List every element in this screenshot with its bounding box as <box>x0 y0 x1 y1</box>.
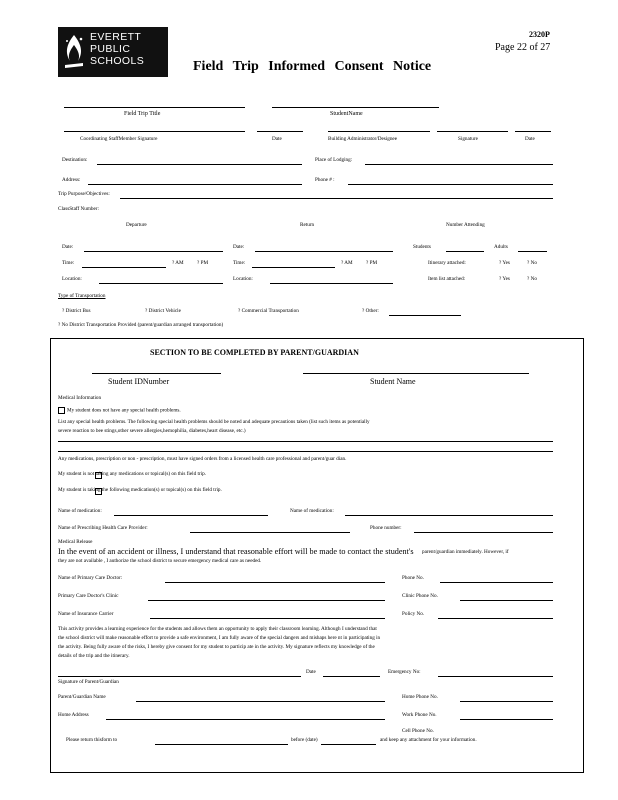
address-label: Address: <box>62 177 81 183</box>
class-staff-label: ClassStaff Number: <box>58 206 99 212</box>
return-location-field[interactable] <box>270 283 393 284</box>
number-attending-heading: Number Attending <box>446 222 485 228</box>
return-keep-text: and keep any attachment for your information. <box>380 737 477 743</box>
taking-checkbox-icon[interactable] <box>95 488 102 495</box>
medication-name-label: Name of medication: <box>58 508 102 514</box>
insurance-carrier-label: Name of Insurance Carrier <box>58 611 114 617</box>
home-phone-field[interactable] <box>460 701 553 702</box>
transportation-heading: Type of Transportation <box>58 293 106 299</box>
item-list-attached-label: Item list attached: <box>428 276 466 282</box>
policy-number-field[interactable] <box>438 618 553 619</box>
document-title: Field Trip Informed Consent Notice <box>193 59 432 74</box>
phone-label: Phone # : <box>315 177 335 183</box>
departure-pm-option[interactable]: ? PM <box>197 260 209 266</box>
lodging-label: Place of Lodging: <box>315 157 353 163</box>
not-taking-checkbox-icon[interactable] <box>95 472 102 479</box>
logo-line: SCHOOLS <box>90 55 145 67</box>
home-address-label: Home Address <box>58 712 89 718</box>
commercial-transportation-option[interactable]: ? Commercial Transportation <box>238 308 299 314</box>
parent-signature-line[interactable] <box>58 676 301 677</box>
activity-consent-text: the school district will make reasonable effort to provide a safe environment, I am fully aware of the special dangers and mishaps here nt in participating in <box>58 635 381 641</box>
return-pm-option[interactable]: ? PM <box>366 260 378 266</box>
address-field[interactable] <box>88 184 302 185</box>
logo-line: EVERETT <box>90 31 142 43</box>
student-name-label: StudentName <box>330 111 363 117</box>
destination-field[interactable] <box>97 164 302 165</box>
student-id-label: Student IDNumber <box>108 377 170 386</box>
page-number: Page 22 of 27 <box>495 42 551 53</box>
home-address-field[interactable] <box>106 719 385 720</box>
medication-name-field[interactable] <box>345 515 553 516</box>
purpose-label: Trip Purpose/Objectives: <box>58 191 110 197</box>
administrator-label: Building Administrator/Designee <box>328 136 398 142</box>
provider-phone-label: Phone number: <box>370 525 402 531</box>
logo-text <box>90 31 144 67</box>
logo-line: PUBLIC <box>90 43 131 55</box>
signature-date-label: Date <box>306 669 316 675</box>
return-form-text: Please return thisform to <box>66 737 118 743</box>
clinic-phone-label: Clinic Phone No. <box>402 593 438 599</box>
medical-release-heading: Medical Release <box>58 539 93 545</box>
health-problems-field[interactable] <box>58 441 553 442</box>
coordinator-date-line[interactable] <box>257 131 303 132</box>
students-field[interactable] <box>446 251 484 252</box>
clinic-field[interactable] <box>148 600 385 601</box>
phone-field[interactable] <box>348 184 553 185</box>
return-date-field[interactable] <box>255 251 393 252</box>
prescribing-provider-label: Name of Prescribing Health Care Provider: <box>58 525 148 531</box>
coordinator-signature-label: Coordinating StaffMember Signature <box>80 136 158 142</box>
emergency-number-label: Emergency No: <box>388 669 421 675</box>
signature-date-field[interactable] <box>323 676 380 677</box>
accident-statement-continued: parent/guardian immediately. However, if <box>422 549 509 555</box>
signature-label: Signature <box>458 136 478 142</box>
parent-name-label: Parent/Guardian Name <box>58 694 106 700</box>
school-district-logo <box>58 27 168 77</box>
other-transport-field[interactable] <box>389 315 461 316</box>
departure-heading: Departure <box>126 222 147 228</box>
administrator-date-line[interactable] <box>515 131 551 132</box>
destination-label: Destination: <box>62 157 88 163</box>
no-health-problems-option[interactable] <box>58 407 181 414</box>
work-phone-field[interactable] <box>460 719 553 720</box>
departure-time-field[interactable] <box>82 267 166 268</box>
flame-emblem-icon <box>62 33 86 71</box>
date-label: Date <box>525 136 535 142</box>
itinerary-no-option[interactable]: ? No <box>527 260 537 266</box>
parent-signature-label: Signature of Parent/Guardian <box>58 679 119 685</box>
list-problems-text: severe reaction to bee stings,other severe allergies,hemophilia, diabetes,heart disease, etc.) <box>58 428 246 434</box>
student-name-line[interactable] <box>303 373 529 374</box>
departure-date-field[interactable] <box>84 251 223 252</box>
return-date-field[interactable] <box>321 744 376 745</box>
return-date-label: Date: <box>233 244 245 250</box>
policy-number-label: Policy No. <box>402 611 425 617</box>
departure-am-option[interactable]: ? AM <box>172 260 184 266</box>
medication-name-label: Name of medication: <box>290 508 334 514</box>
prescribing-provider-field[interactable] <box>190 532 350 533</box>
checkbox-icon[interactable] <box>58 407 65 414</box>
parent-name-field[interactable] <box>136 701 385 702</box>
activity-consent-text: details of the trip and the itinerary. <box>58 653 130 659</box>
activity-consent-text: This activity provides a learning experience for the students and allows them an opportunity to apply their classroom learning. Although I understand that <box>58 626 377 632</box>
activity-consent-text: the activity. Being fully aware of the risks, I hereby give consent for my student to particip ate in the activity. My signature reflects my knowledge of the <box>58 644 375 650</box>
clinic-label: Primary Care Doctor's Clinic <box>58 593 119 599</box>
cell-phone-label: Cell Phone No. <box>402 728 434 734</box>
medical-information-heading: Medical Information <box>58 395 102 401</box>
field-trip-title-line[interactable] <box>64 107 245 108</box>
departure-time-label: Time: <box>62 260 75 266</box>
section-title: SECTION TO BE COMPLETED BY PARENT/GUARDIAN <box>150 348 359 357</box>
coordinator-signature-line[interactable] <box>64 131 245 132</box>
departure-date-label: Date: <box>62 244 74 250</box>
work-phone-label: Work Phone No. <box>402 712 437 718</box>
return-heading: Return <box>300 222 315 228</box>
return-to-field[interactable] <box>155 744 288 745</box>
return-time-field[interactable] <box>252 267 335 268</box>
return-before-text: before (date) <box>291 737 318 743</box>
emergency-number-field[interactable] <box>438 676 553 677</box>
health-problems-field[interactable] <box>58 451 553 452</box>
taking-text: My student is taking the following medication(s) or topical(s) on this field trip. <box>58 487 222 493</box>
accident-statement: In the event of an accident or illness, I understand that reasonable effort will be made to contact the student's <box>58 547 414 556</box>
student-name-line[interactable] <box>272 107 439 108</box>
clinic-phone-field[interactable] <box>460 600 553 601</box>
item-list-no-option[interactable]: ? No <box>527 276 537 282</box>
not-taking-text: My student is not taking any medications or topical(s) on this field trip. <box>58 471 206 477</box>
lodging-field[interactable] <box>365 164 553 165</box>
student-id-line[interactable] <box>92 373 221 374</box>
doctor-phone-field[interactable] <box>440 582 553 583</box>
adults-label: Adults <box>494 244 508 250</box>
primary-doctor-field[interactable] <box>165 582 385 583</box>
list-problems-text: List any special health problems. The following special health problems should be noted and adequate precautions taken (list such items as potentially <box>58 419 370 425</box>
not-taking-medication-option[interactable] <box>58 471 206 477</box>
primary-doctor-label: Name of Primary Care Doctor: <box>58 575 123 581</box>
policy-number: 2320P <box>529 30 550 39</box>
students-label: Students <box>413 244 431 250</box>
administrator-line[interactable] <box>328 131 430 132</box>
return-time-label: Time: <box>233 260 246 266</box>
departure-location-label: Location: <box>62 276 82 282</box>
district-vehicle-option[interactable]: ? District Vehicle <box>145 308 181 314</box>
departure-location-field[interactable] <box>99 283 223 284</box>
return-am-option[interactable]: ? AM <box>341 260 353 266</box>
date-label: Date <box>272 136 282 142</box>
accident-statement-line2: they are not available , I authorize the school district to secure emergency medical care as needed. <box>58 558 262 564</box>
itinerary-yes-option[interactable]: ? Yes <box>499 260 510 266</box>
doctor-phone-label: Phone No. <box>402 575 424 581</box>
provider-phone-field[interactable] <box>414 532 553 533</box>
district-bus-option[interactable]: ? District Bus <box>62 308 91 314</box>
field-trip-title-label: Field Trip Title <box>124 111 161 117</box>
student-name-label: Student Name <box>370 377 416 386</box>
no-district-transport-option[interactable]: ? No District Transportation Provided (parent/guardian arranged transportation) <box>58 322 224 328</box>
home-phone-label: Home Phone No. <box>402 694 438 700</box>
other-transport-option[interactable]: ? Other: <box>362 308 379 314</box>
medication-name-field[interactable] <box>114 515 268 516</box>
item-list-yes-option[interactable]: ? Yes <box>499 276 510 282</box>
purpose-field[interactable] <box>120 198 553 199</box>
insurance-carrier-field[interactable] <box>150 618 385 619</box>
administrator-signature-line[interactable] <box>437 131 508 132</box>
itinerary-attached-label: Itinerary attached: <box>428 260 466 266</box>
no-health-problems-text: My student does not have any special health problems. <box>67 407 181 414</box>
adults-field[interactable] <box>518 251 547 252</box>
taking-medication-option[interactable] <box>58 487 222 493</box>
return-location-label: Location: <box>233 276 253 282</box>
medications-note: Any medications, prescription or non - prescription, must have signed orders from a licensed health care professional and parent/guar dian. <box>58 456 347 462</box>
